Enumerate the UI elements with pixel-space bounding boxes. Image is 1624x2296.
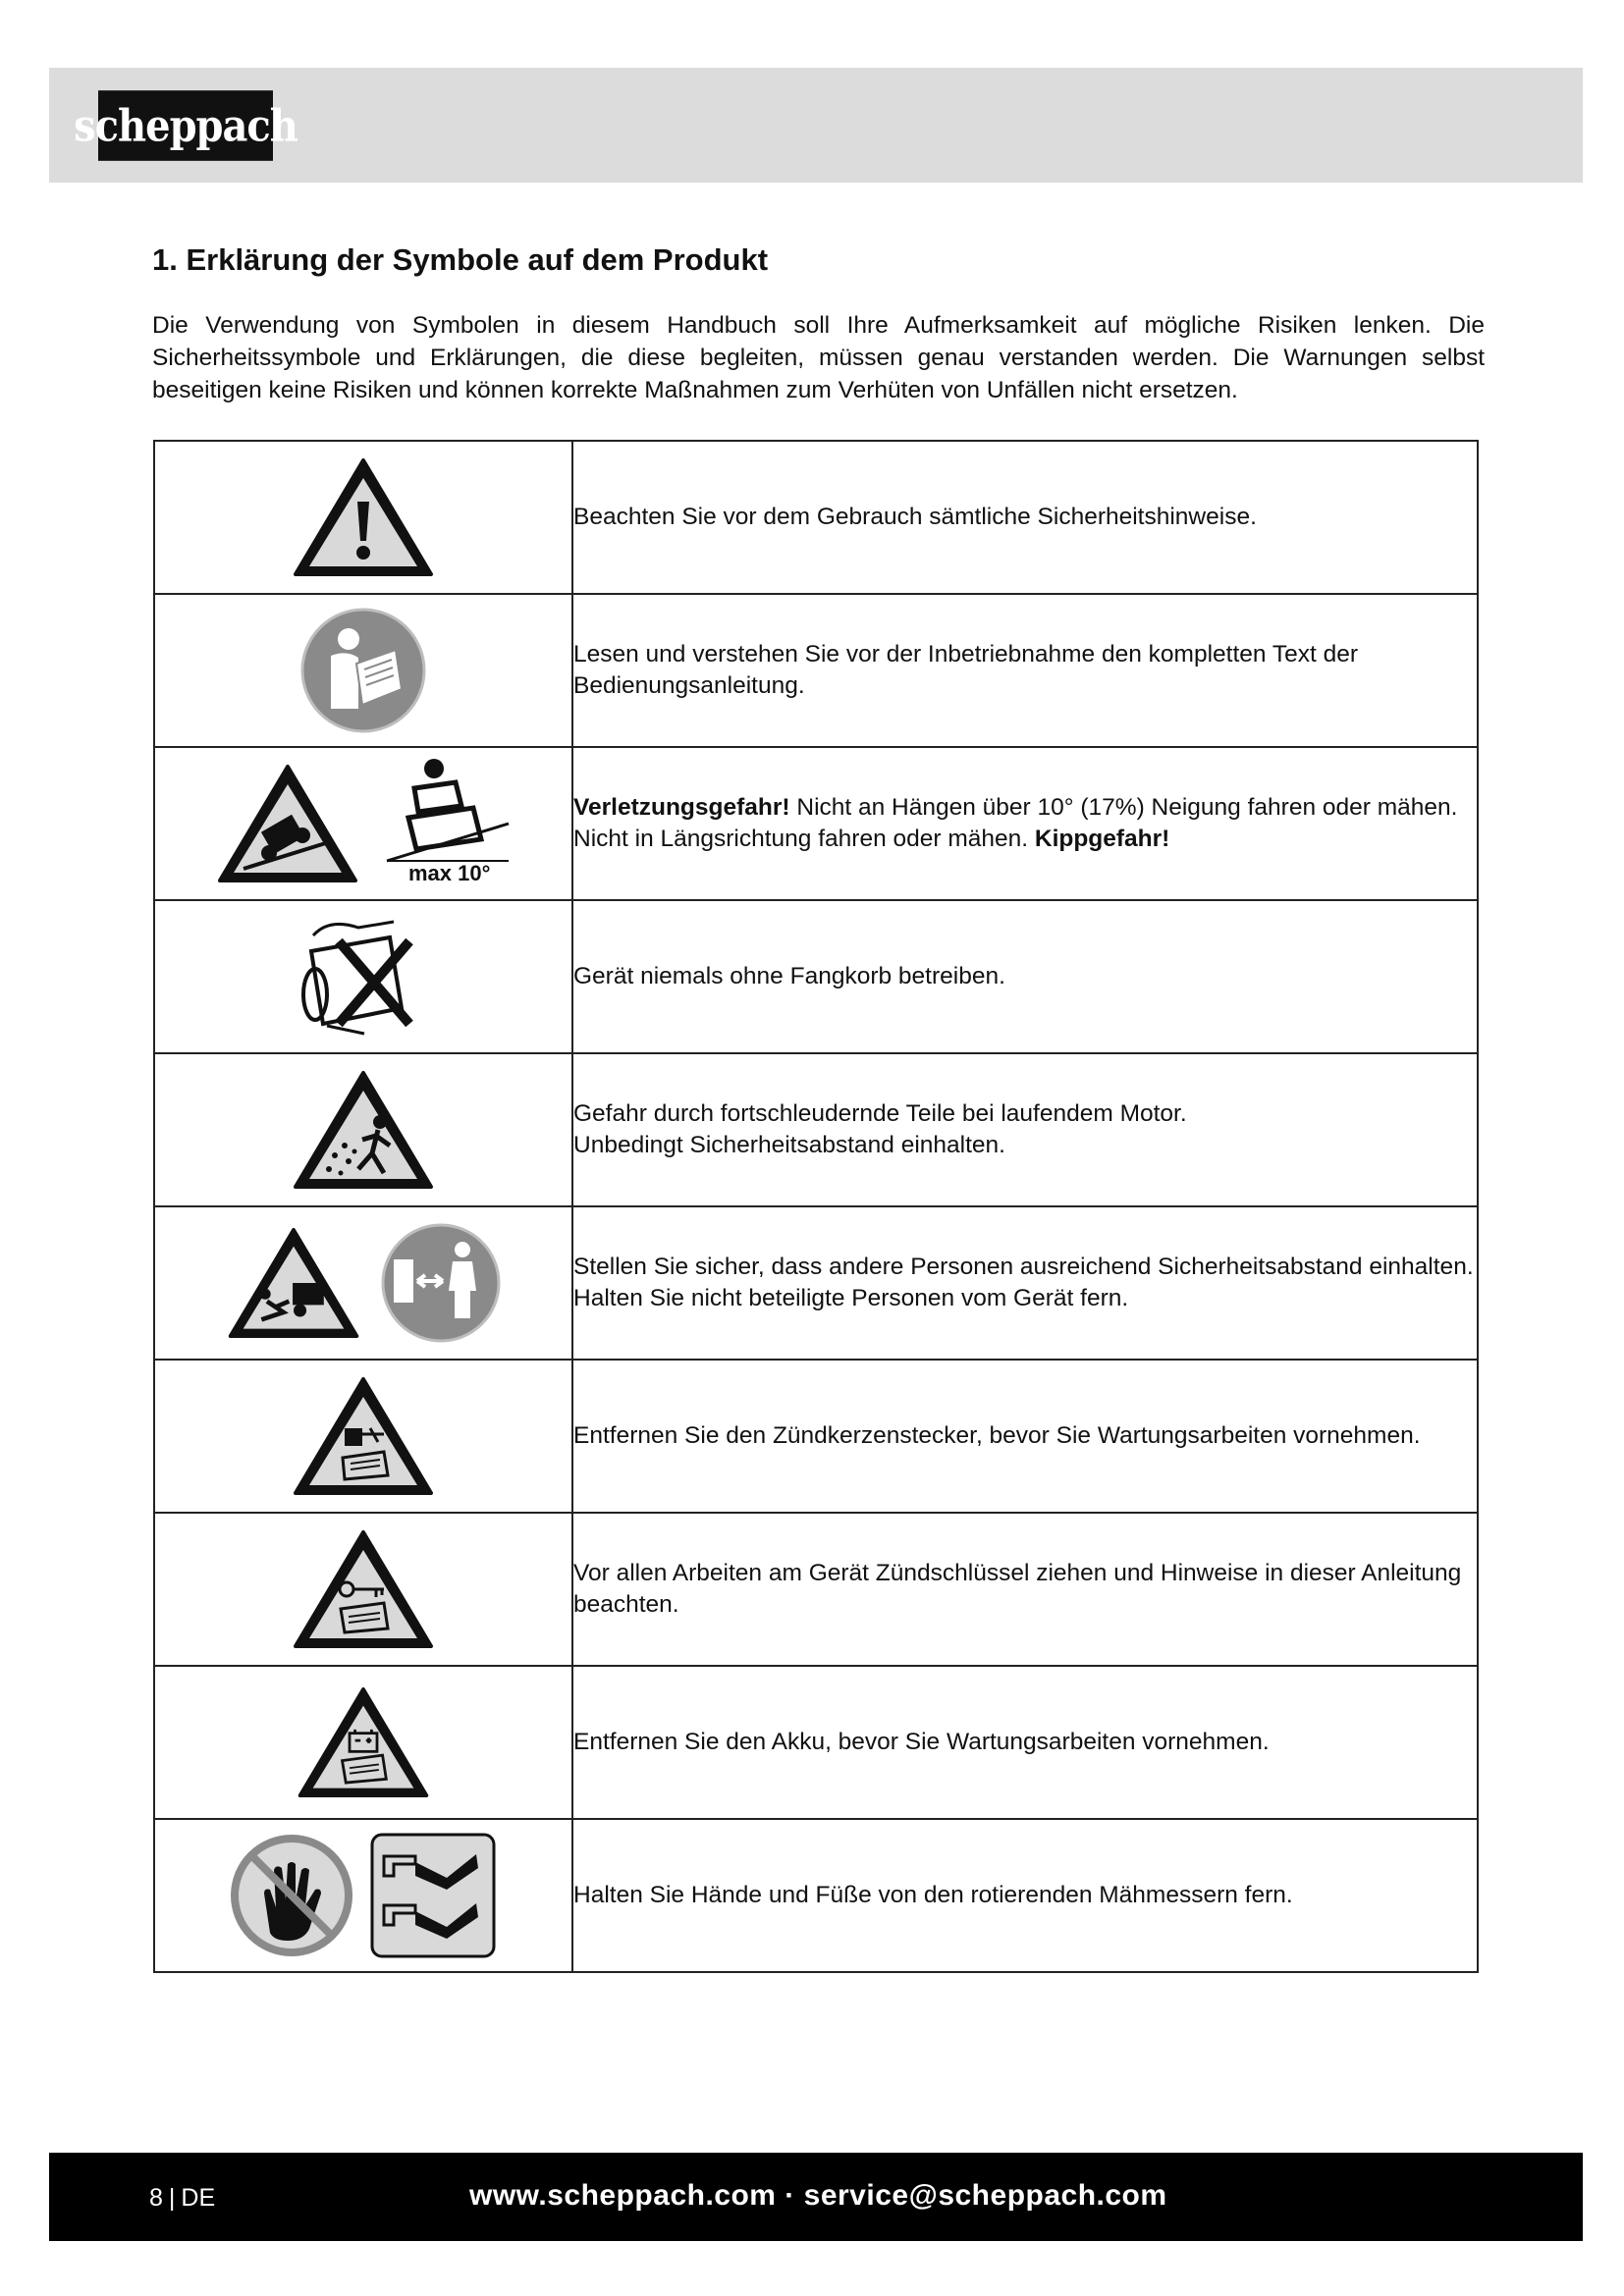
table-row — [154, 1819, 1478, 1972]
spark-plug-warning-icon — [290, 1373, 437, 1499]
symbol-cell — [154, 1053, 572, 1206]
symbol-cell — [154, 1513, 572, 1666]
table-row — [154, 594, 1478, 747]
battery-warning-icon — [295, 1683, 432, 1801]
keep-distance-icon — [380, 1222, 502, 1344]
symbol-description: Entfernen Sie den Akku, bevor Sie Wartungsarbeiten vornehmen. — [572, 1666, 1478, 1819]
language-code: DE — [181, 2184, 216, 2212]
warning-lead: Verletzungsgefahr! — [573, 794, 790, 821]
page-footer — [49, 2153, 1583, 2241]
no-hands-icon — [231, 1835, 352, 1956]
intro-paragraph: Die Verwendung von Symbolen in diesem Handbuch soll Ihre Aufmerksamkeit auf mögliche Risiken lenken. Die Sicherheitssymbole und Erklärungen, die diese begleiten, müssen genau verstanden werden. Die Warnungen selbst beseitigen keine Risiken und können korrekte Maßnahmen zum Verhüten von Unfällen nicht ersetzen. — [152, 312, 1485, 403]
symbol-description: Lesen und verstehen Sie vor der Inbetriebnahme den kompletten Text der Bedienungsanleitung. — [572, 594, 1478, 747]
symbol-description: Beachten Sie vor dem Gebrauch sämtliche Sicherheitshinweise. — [572, 441, 1478, 594]
symbol-description: Vor allen Arbeiten am Gerät Zündschlüssel ziehen und Hinweise in dieser Anleitung beachten. — [572, 1513, 1478, 1666]
rotating-blade-hazard-icon — [370, 1833, 496, 1958]
symbol-description: Stellen Sie sicher, dass andere Personen ausreichend Sicherheitsabstand einhalten. Halten Sie nicht beteiligte Personen vom Gerät fern. — [572, 1206, 1478, 1360]
symbol-description: Entfernen Sie den Zündkerzenstecker, bevor Sie Wartungsarbeiten vornehmen. — [572, 1360, 1478, 1513]
table-row — [154, 900, 1478, 1053]
symbol-description: Gefahr durch fortschleudernde Teile bei laufendem Motor. Unbedingt Sicherheitsabstand einhalten. — [572, 1053, 1478, 1206]
general-warning-icon — [290, 454, 437, 580]
symbol-cell — [154, 1819, 572, 1972]
table-row — [154, 747, 1478, 900]
slope-warning-icon — [214, 761, 361, 886]
table-row — [154, 1206, 1478, 1360]
page-number: 8 — [149, 2184, 163, 2212]
table-row — [154, 441, 1478, 594]
warning-body: Nicht an Hängen über 10° (17%) Neigung fahren oder mähen. Nicht in Längsrichtung fahren oder mähen. — [573, 794, 1458, 852]
symbol-cell — [154, 900, 572, 1053]
symbol-cell — [154, 1206, 572, 1360]
symbol-description — [572, 747, 1478, 900]
symbol-description: Gerät niemals ohne Fangkorb betreiben. — [572, 900, 1478, 1053]
table-row — [154, 1666, 1478, 1819]
page-number-indicator — [149, 2184, 215, 2213]
tilt-angle-figure — [379, 755, 513, 892]
symbol-cell — [154, 747, 572, 900]
flying-debris-warning-icon — [290, 1067, 437, 1193]
page-separator: | — [168, 2184, 176, 2212]
scheppach-logo: scheppach — [98, 90, 273, 161]
ignition-key-warning-icon — [290, 1526, 437, 1652]
max-angle-label: max 10° — [408, 861, 491, 885]
table-row — [154, 1053, 1478, 1206]
table-row — [154, 1513, 1478, 1666]
warning-tail: Kippgefahr! — [1034, 826, 1170, 852]
rider-mower-tilt-icon — [379, 755, 513, 863]
read-manual-icon — [299, 607, 427, 734]
section-title: 1. Erklärung der Symbole auf dem Produkt — [152, 242, 769, 277]
footer-contact: www.scheppach.com · service@scheppach.com — [469, 2179, 1167, 2212]
symbol-cell — [154, 594, 572, 747]
symbol-cell — [154, 1360, 572, 1513]
symbol-cell — [154, 441, 572, 594]
symbols-table — [153, 440, 1479, 1973]
person-hazard-warning-icon — [225, 1222, 362, 1344]
symbol-description: Halten Sie Hände und Füße von den rotierenden Mähmessern fern. — [572, 1819, 1478, 1972]
symbol-cell — [154, 1666, 572, 1819]
table-row — [154, 1360, 1478, 1513]
no-operation-without-grass-catcher-icon — [299, 908, 427, 1045]
page-header — [49, 68, 1583, 183]
